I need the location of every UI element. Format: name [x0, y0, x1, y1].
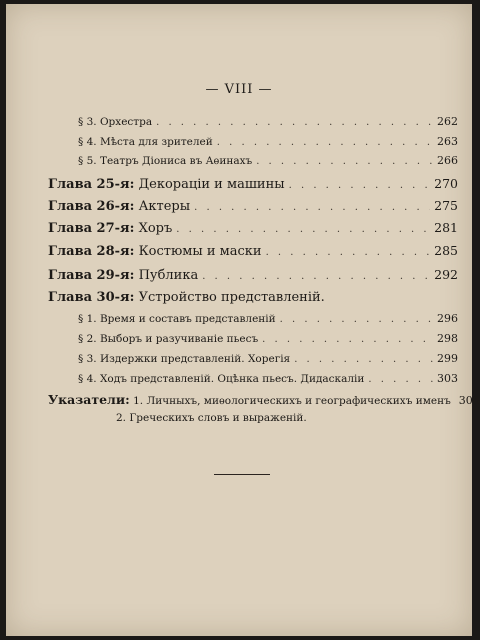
- leader-dots: [294, 354, 433, 365]
- chapter-page: 292: [434, 267, 458, 282]
- chapter-title: Публика: [138, 268, 199, 283]
- toc-entry-page: 299: [437, 352, 458, 365]
- toc-entry-label: § 5. Театръ Діониса въ Аѳинахъ: [78, 155, 253, 167]
- toc-entry: [78, 135, 458, 148]
- end-rule: [214, 474, 270, 475]
- toc-entry-label: § 4. Мѣста для зрителей: [78, 136, 213, 148]
- toc-entry: [78, 372, 458, 385]
- chapter-entry: [48, 220, 458, 236]
- toc-entry-page: 262: [437, 115, 458, 128]
- leader-dots: [156, 117, 433, 128]
- index-entry: [48, 392, 480, 407]
- leader-dots: [217, 137, 433, 148]
- leader-dots: [368, 374, 433, 385]
- chapter-entry: [48, 198, 458, 214]
- chapter-label: Глава 25-я:: [48, 177, 135, 192]
- chapter-entry: [48, 176, 458, 192]
- book-page: [6, 4, 480, 636]
- leader-dots: [256, 156, 433, 167]
- chapter-label: Глава 30-я:: [48, 290, 135, 305]
- chapter-entry: [48, 243, 458, 259]
- toc-entry-label: § 3. Орхестра: [78, 116, 153, 128]
- chapter-label: Глава 28-я:: [48, 244, 135, 259]
- chapter-page: 275: [434, 198, 458, 213]
- toc-entry-page: 263: [437, 135, 458, 148]
- index-item: 2. Греческихъ словъ и выраженій.: [116, 412, 307, 424]
- index-page: 308: [458, 394, 480, 407]
- chapter-title: Декораціи и машины: [138, 177, 285, 192]
- chapter-title: Устройство представленій.: [138, 290, 325, 305]
- chapter-title: Актеры: [138, 199, 191, 214]
- chapter-label: Глава 29-я:: [48, 268, 135, 283]
- page-number-header: — VIII —: [205, 82, 273, 97]
- toc-entry: [78, 352, 458, 365]
- toc-entry: [78, 154, 458, 167]
- toc-entry-label: § 1. Время и составъ представленій: [78, 313, 276, 325]
- leader-dots: [176, 224, 430, 235]
- leader-dots: [202, 271, 430, 282]
- toc-entry: [78, 332, 458, 345]
- leader-dots: [266, 247, 431, 258]
- leader-dots: [280, 314, 433, 325]
- toc-entry: [78, 115, 458, 128]
- chapter-title: Костюмы и маски: [138, 244, 262, 259]
- chapter-entry: [48, 267, 458, 283]
- toc-entry: [78, 312, 458, 325]
- toc-entry-page: 266: [437, 154, 458, 167]
- index-item: 1. Личныхъ, миѳологическихъ и географическихъ именъ: [133, 395, 451, 407]
- chapter-page: 281: [434, 220, 458, 235]
- toc-entry-page: 298: [437, 332, 458, 345]
- chapter-label: Глава 26-я:: [48, 199, 135, 214]
- leader-dots: [289, 180, 431, 191]
- toc-entry-page: 303: [437, 372, 458, 385]
- chapter-title: Хоръ: [138, 221, 173, 236]
- chapter-label: Глава 27-я:: [48, 221, 135, 236]
- toc-entry-page: 296: [437, 312, 458, 325]
- leader-dots: [262, 334, 433, 345]
- toc-entry-label: § 3. Издержки представленій. Хорегія: [78, 353, 291, 365]
- chapter-page: 285: [434, 243, 458, 258]
- toc-entry-label: § 2. Выборъ и разучиваніе пьесъ: [78, 333, 259, 345]
- chapter-entry: [48, 290, 458, 305]
- leader-dots: [194, 202, 430, 213]
- chapter-page: 270: [434, 176, 458, 191]
- index-entry: [116, 412, 458, 424]
- toc-entry-label: § 4. Ходъ представленій. Оцѣнка пьесъ. Дидаскаліи: [78, 373, 365, 385]
- index-label: Указатели:: [48, 392, 130, 407]
